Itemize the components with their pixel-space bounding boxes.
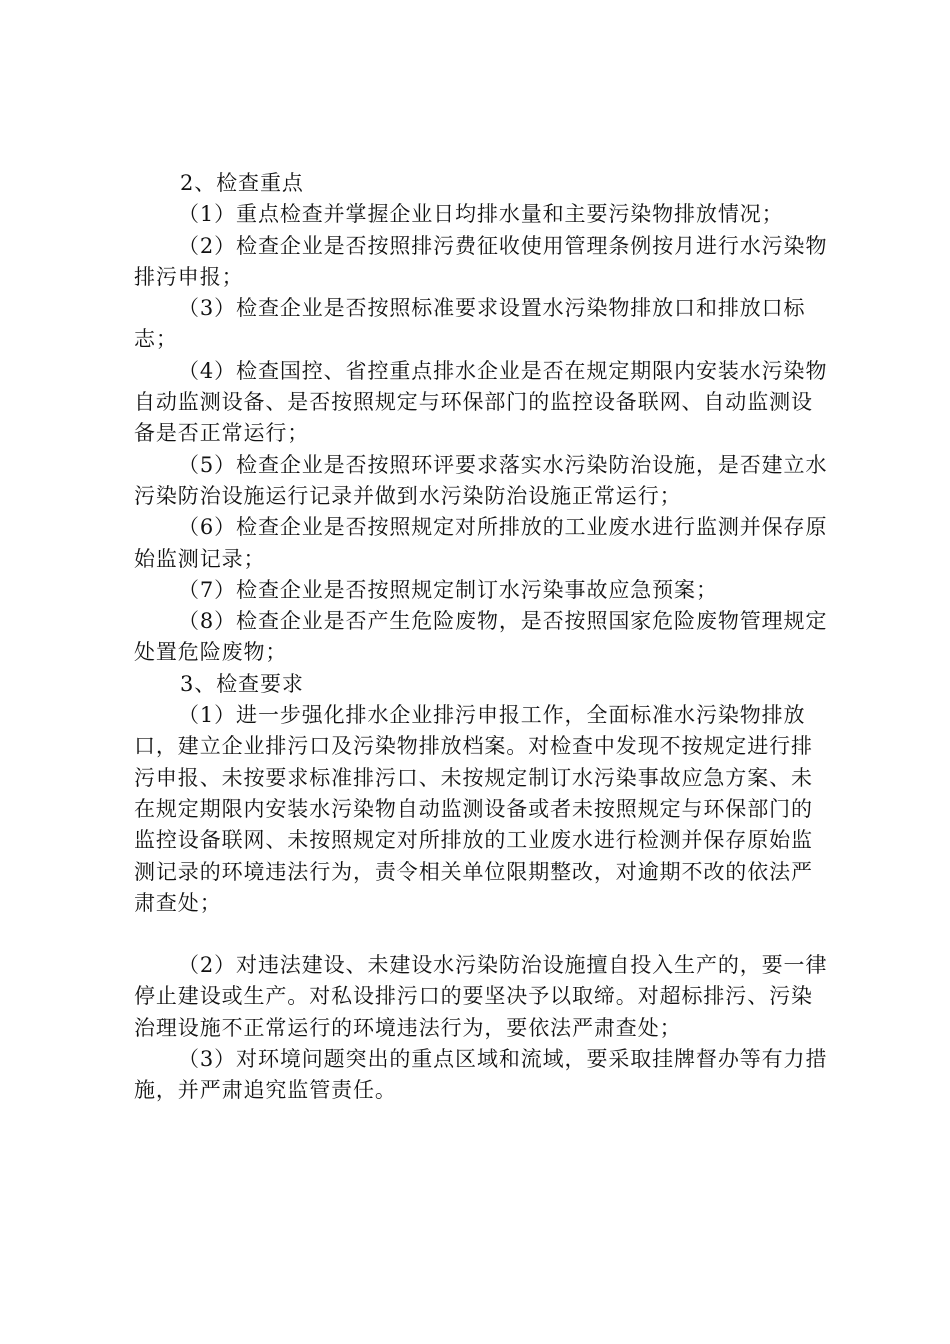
focus-item-5: （5）检查企业是否按照环评要求落实水污染防治设施，是否建立水污染防治设施运行记录并做到水污染防治设施正常运行； [134,452,828,508]
focus-item-1: （1）重点检查并掌握企业日均排水量和主要污染物排放情况； [178,202,784,227]
section-heading-inspection-requirements: 3、检查要求 [180,671,304,696]
focus-item-2: （2）检查企业是否按照排污费征收使用管理条例按月进行水污染物排污申报； [134,233,828,289]
focus-item-6: （6）检查企业是否按照规定对所排放的工业废水进行监测并保存原始监测记录； [134,515,828,571]
requirement-item-2: （2）对违法建设、未建设水污染防治设施擅自投入生产的，要一律停止建设或生产。对私设排污口的要坚决予以取缔。对超标排污、污染治理设施不正常运行的环境违法行为，要依法严肃查处； [134,953,828,1040]
focus-item-7: （7）检查企业是否按照规定制订水污染事故应急预案； [178,577,718,602]
document-page [134,168,834,1107]
requirement-item-1: （1）进一步强化排水企业排污申报工作，全面标准水污染物排放口，建立企业排污口及污染物排放档案。对检查中发现不按规定进行排污申报、未按要求标准排污口、未按规定制订水污染事故应急方案、未在规定期限内安装水污染物自动监测设备或者未按照规定与环保部门的监控设备联网、未按照规定对所排放的工业废水进行检测并保存原始监测记录的环境违法行为，责令相关单位限期整改，对逾期不改的依法严肃查处； [134,703,813,915]
focus-item-4: （4）检查国控、省控重点排水企业是否在规定期限内安装水污染物自动监测设备、是否按照规定与环保部门的监控设备联网、自动监测设备是否正常运行； [134,358,828,446]
focus-item-8: （8）检查企业是否产生危险废物，是否按照国家危险废物管理规定处置危险废物； [134,609,828,665]
section-heading-inspection-focus: 2、检查重点 [180,171,304,195]
requirement-item-3: （3）对环境问题突出的重点区域和流域，要采取挂牌督办等有力措施，并严肃追究监管责任。 [134,1047,828,1103]
focus-item-3: （3）检查企业是否按照标准要求设置水污染物排放口和排放口标志； [134,296,806,352]
paragraph-gap [134,919,834,950]
